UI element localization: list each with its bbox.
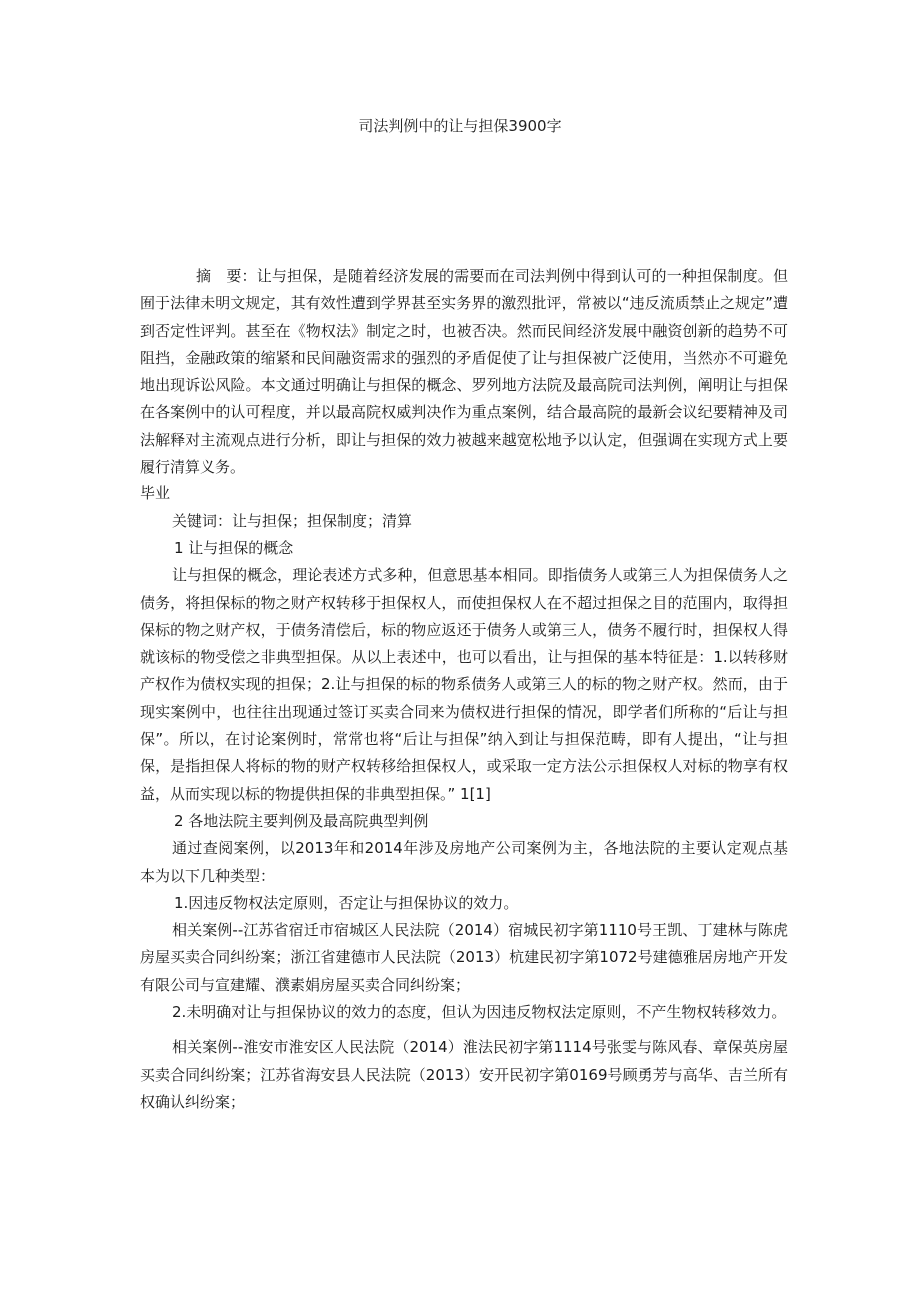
document-body [140, 263, 788, 1116]
keywords-line: 关键词：让与担保；担保制度；清算 [172, 511, 413, 530]
point-2-cases: 相关案例--淮安市淮安区人民法院（2014）淮法民初字第1114号张雯与陈风春、章保英房屋买卖合同纠纷案；江苏省海安县人民法院（2013）安开民初字第0169号顾勇芳与高华、吉兰所有权确认纠纷案； [140, 1038, 788, 1111]
section-1-paragraph: 让与担保的概念，理论表述方式多种，但意思基本相同。即指债务人或第三人为担保债务人之债务，将担保标的物之财产权转移于担保权人，而使担保权人在不超过担保之目的范围内，取得担保标的物之财产权，于债务清偿后，标的物应返还于债务人或第三人，债务不履行时，担保权人得就该标的物受偿之非典型担保。从以上表述中，也可以看出，让与担保的基本特征是：1.以转移财产权作为债权实现的担保；2.让与担保的标的物系债务人或第三人的标的物之财产权。然而，由于现实案例中，也往往出现通过签订买卖合同来为债权进行担保的情况，即学者们所称的“后让与担保”。所以，在讨论案例时，常常也将“后让与担保”纳入到让与担保范畴，即有人提出，“让与担保，是指担保人将标的物的财产权转移给担保权人，或采取一定方法公示担保权人对标的物享有权益，从而实现以标的物提供担保的非典型担保。” 1[1] [140, 566, 788, 803]
document-title: 司法判例中的让与担保3900字 [358, 117, 562, 135]
point-1: 1.因违反物权法定原则，否定让与担保协议的效力。 [174, 893, 519, 912]
section-2-heading: 2 各地法院主要判例及最高院典型判例 [174, 811, 429, 830]
section-2-intro: 通过查阅案例，以2013年和2014年涉及房地产公司案例为主，各地法院的主要认定观点基本为以下几种类型： [140, 839, 788, 885]
abstract-paragraph: 摘 要：让与担保，是随着经济发展的需要而在司法判例中得到认可的一种担保制度。但囿于法律未明文规定，其有效性遭到学界甚至实务界的激烈批评，常被以“违反流质禁止之规定”遭到否定性评判。甚至在《物权法》制定之时，也被否决。然而民间经济发展中融资创新的趋势不可阻挡，金融政策的缩紧和民间融资需求的强烈的矛盾促使了让与担保被广泛使用，当然亦不可避免地出现诉讼风险。本文通过明确让与担保的概念、罗列地方法院及最高院司法判例，阐明让与担保在各案例中的认可程度，并以最高院权威判决作为重点案例，结合最高院的最新会议纪要精神及司法解释对主流观点进行分析，即让与担保的效力被越来越宽松地予以认定，但强调在实现方式上要履行清算义务。 [140, 267, 788, 477]
point-2: 2.未明确对让与担保协议的效力的态度，但认为因违反物权法定原则，不产生物权转移效力。 [172, 1003, 787, 1022]
point-1-cases: 相关案例--江苏省宿迁市宿城区人民法院（2014）宿城民初字第1110号王凯、丁建林与陈虎房屋买卖合同纠纷案；浙江省建德市人民法院（2013）杭建民初字第1072号建德雅居房地产开发有限公司与宣建耀、濮素娟房屋买卖合同纠纷案； [140, 921, 788, 994]
category-tag: 毕业 [140, 484, 171, 503]
section-1-heading: 1 让与担保的概念 [174, 538, 294, 557]
